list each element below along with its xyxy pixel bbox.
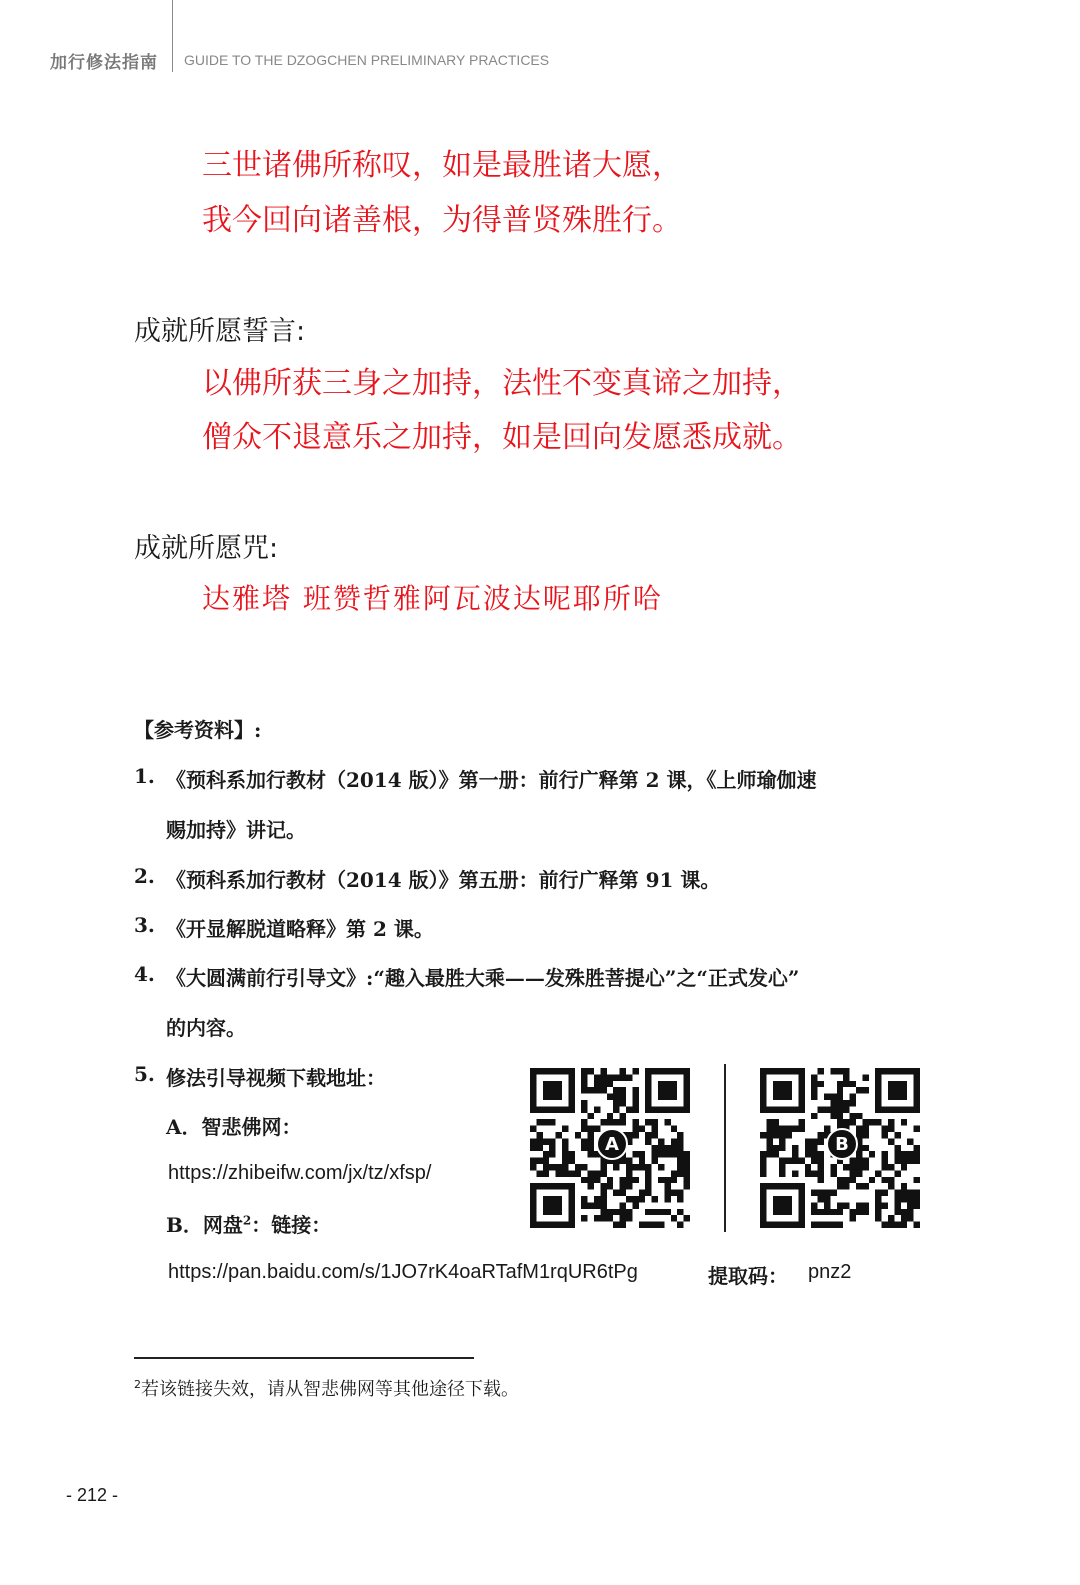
reference-5-number: 5. [134, 1062, 155, 1086]
footnote-text: 若该链接失效，请从智悲佛网等其他途径下载。 [141, 1379, 519, 1400]
vow-heading: 成就所愿誓言: [134, 316, 306, 347]
reference-4-line-1: 《大圆满前行引导文》:“趣入最胜大乘——发殊胜菩提心”之“正式发心” [166, 966, 800, 990]
source-b-label: B．网盘$^2$：链接： [166, 1213, 332, 1237]
running-header-cn: 加行修法指南 [50, 53, 158, 73]
footnote-rule [134, 1357, 474, 1359]
qr-badge-b: B [826, 1128, 858, 1160]
footnote-marker: 2 [134, 1378, 141, 1391]
reference-2-number: 2. [134, 864, 155, 888]
reference-4-line-2: 的内容。 [166, 1016, 246, 1040]
dedication-verse-line-2: 我今回向诸善根，为得普贤殊胜行。 [202, 203, 682, 238]
header-divider [172, 0, 173, 72]
source-b-url[interactable]: https://pan.baidu.com/s/1JO7rK4oaRTafM1rqUR6tPg [168, 1261, 638, 1283]
extraction-code-label: 提取码： [708, 1264, 788, 1288]
mantra-heading: 成就所愿咒: [134, 533, 279, 564]
footnote-ref: 2 [242, 1213, 252, 1228]
page-number: - 212 - [66, 1485, 119, 1505]
source-a-label: A．智悲佛网： [166, 1115, 302, 1139]
vow-verse-line-1: 以佛所获三身之加持，法性不变真谛之加持， [202, 366, 802, 401]
mantra-text: 达雅塔 班赞哲雅阿瓦波达呢耶所哈 [202, 582, 663, 615]
dedication-verse-line-1: 三世诸佛所称叹，如是最胜诸大愿， [202, 148, 682, 183]
running-header-en: GUIDE TO THE DZOGCHEN PRELIMINARY PRACTICES [184, 52, 550, 68]
qr-divider [724, 1064, 726, 1232]
reference-3-line-1: 《开显解脱道略释》第 2 课。 [166, 917, 434, 941]
vow-verse-line-2: 僧众不退意乐之加持，如是回向发愿悉成就。 [202, 420, 802, 455]
reference-1-line-1: 《预科系加行教材（2014 版）》第一册：前行广释第 2 课，《上师瑜伽速 [166, 768, 817, 792]
reference-1-number: 1. [134, 764, 155, 788]
qr-badge-a: A [596, 1128, 628, 1160]
footnote [134, 1375, 519, 1401]
extraction-code-value: pnz2 [808, 1261, 852, 1283]
reference-5-line-1: 修法引导视频下载地址： [166, 1066, 386, 1090]
references-heading: 【参考资料】: [134, 718, 262, 742]
reference-2-line-1: 《预科系加行教材（2014 版）》第五册：前行广释第 91 课。 [166, 868, 721, 892]
reference-4-number: 4. [134, 962, 155, 986]
reference-1-line-2: 赐加持》讲记。 [166, 818, 306, 842]
source-a-url[interactable]: https://zhibeifw.com/jx/tz/xfsp/ [168, 1162, 432, 1184]
reference-3-number: 3. [134, 913, 155, 937]
